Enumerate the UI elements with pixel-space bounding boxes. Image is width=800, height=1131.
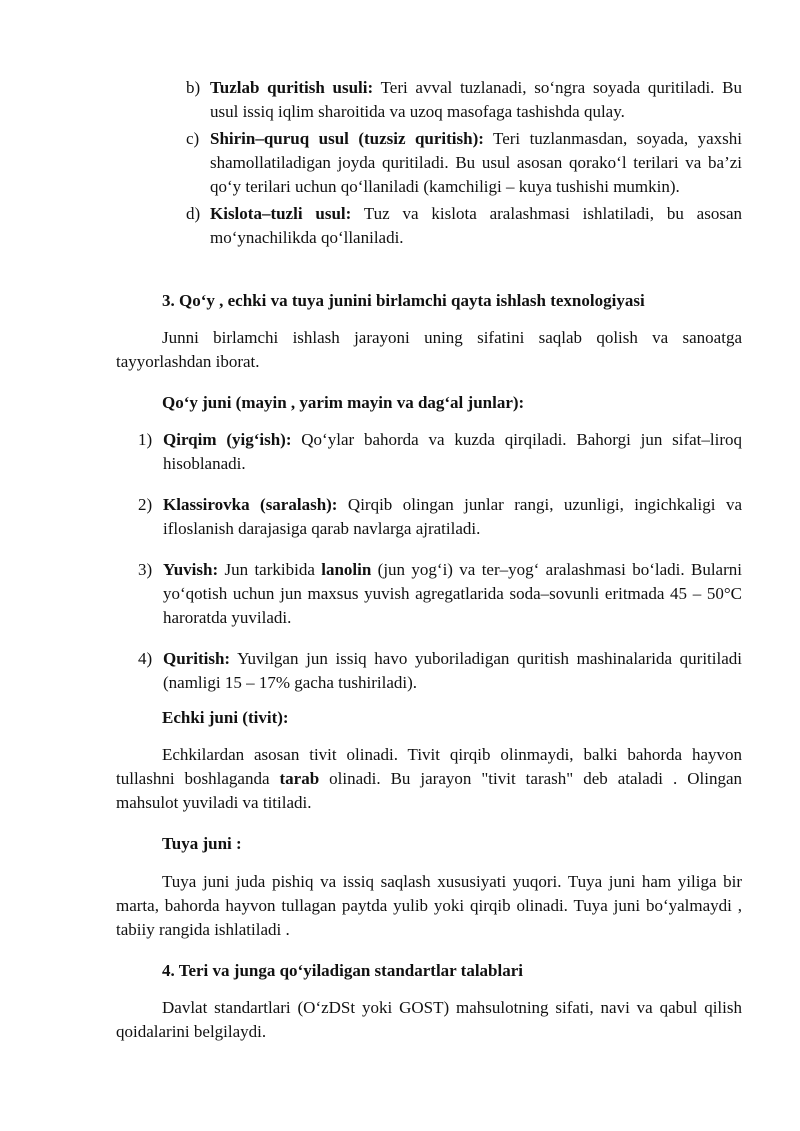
paragraph: Davlat standartlari (O‘zDSt yoki GOST) mahsulotning sifati, navi va qabul qilish qoidalarini belgilaydi. (116, 998, 742, 1041)
paragraph (116, 743, 742, 815)
item-bold-term: lanolin (321, 560, 372, 579)
item-text: Teri avval tuzlanadi, so‘ngra soyada quritiladi. Bu usul issiq iqlim sharoitida va uzoq masofaga tashishda qulay. (210, 78, 742, 121)
paragraph: Junni birlamchi ishlash jarayoni uning sifatini saqlab qolish va sanoatga tayyorlashdan iborat. (116, 328, 742, 371)
bold-term: tarab (279, 769, 320, 788)
list-item (138, 558, 742, 630)
subsection-heading: Echki juni (tivit): (162, 708, 289, 727)
item-title: Shirin–quruq usul (tuzsiz quritish): (210, 129, 484, 148)
paragraph-text: Echkilardan asosan tivit olinadi. Tivit qirqib olinmaydi, balki bahorda hayvon tullashni boshlaganda (116, 745, 742, 788)
item-title: Yuvish: (163, 560, 219, 579)
subsection-heading: Qo‘y juni (mayin , yarim mayin va dag‘al junlar): (162, 393, 525, 412)
item-title: Quritish: (163, 649, 231, 668)
paragraph-text: olinadi. Bu jarayon "tivit tarash" deb ataladi . Olingan mahsulot yuviladi va titiladi. (116, 769, 743, 812)
item-text: Tuz va kislota aralashmasi ishlatiladi, bu asosan mo‘ynachilikda qo‘llaniladi. (210, 204, 742, 247)
list-item (186, 127, 742, 199)
list-item (138, 493, 742, 541)
list-item (186, 202, 742, 250)
item-text: (jun yog‘i) va ter–yog‘ aralashmasi bo‘ladi. Bularni yo‘qotish uchun jun maxsus yuvish agregatlarida soda–sovunli eritmada 45 – 50°C haroratda yuviladi. (163, 560, 742, 627)
processing-steps-list (138, 428, 742, 695)
list-marker: 4) (138, 649, 153, 668)
item-text: Yuvilgan jun issiq havo yuboriladigan quritish mashinalarida quritiladi (namligi 15 – 17% gacha tushiriladi). (163, 649, 742, 692)
item-text: Teri tuzlanmasdan, soyada, yaxshi shamollatiladigan joyda quritiladi. Bu usul asosan qorako‘l terilari va ba’zi qo‘y terilari uchun qo‘llaniladi (kamchiligi – kuya tushishi mumkin). (210, 129, 742, 196)
section-heading: 3. Qo‘y , echki va tuya junini birlamchi qayta ishlash texnologiyasi (162, 291, 645, 310)
list-marker: 3) (138, 560, 153, 579)
item-text: Qo‘ylar bahorda va kuzda qirqiladi. Bahorgi jun sifat–liroq hisoblanadi. (163, 430, 742, 473)
list-marker: d) (186, 204, 201, 223)
item-title: Klassirovka (saralash): (163, 495, 338, 514)
paragraph: Tuya juni juda pishiq va issiq saqlash xususiyati yuqori. Tuya juni ham yiliga bir marta, bahorda hayvon tullagan paytda yulib yoki qirqib olinadi. Tuya juni bo‘yalmaydi , tabiiy rangida ishlatiladi . (116, 872, 742, 939)
item-text: Qirqib olingan junlar rangi, uzunligi, ingichkaligi va ifloslanish darajasiga qarab navlarga ajratiladi. (163, 495, 742, 538)
drying-methods-list (186, 76, 742, 250)
list-marker: 2) (138, 495, 153, 514)
section-heading: 4. Teri va junga qo‘yiladigan standartlar talablari (162, 961, 523, 980)
list-marker: b) (186, 78, 201, 97)
item-title: Qirqim (yig‘ish): (163, 430, 292, 449)
list-item (138, 428, 742, 476)
list-marker: c) (186, 129, 200, 148)
list-marker: 1) (138, 430, 153, 449)
list-item (138, 647, 742, 695)
item-title: Tuzlab quritish usuli: (210, 78, 374, 97)
list-item (186, 76, 742, 124)
item-text: Jun tarkibida (218, 560, 322, 579)
item-title: Kislota–tuzli usul: (210, 204, 352, 223)
subsection-heading: Tuya juni : (162, 834, 242, 853)
